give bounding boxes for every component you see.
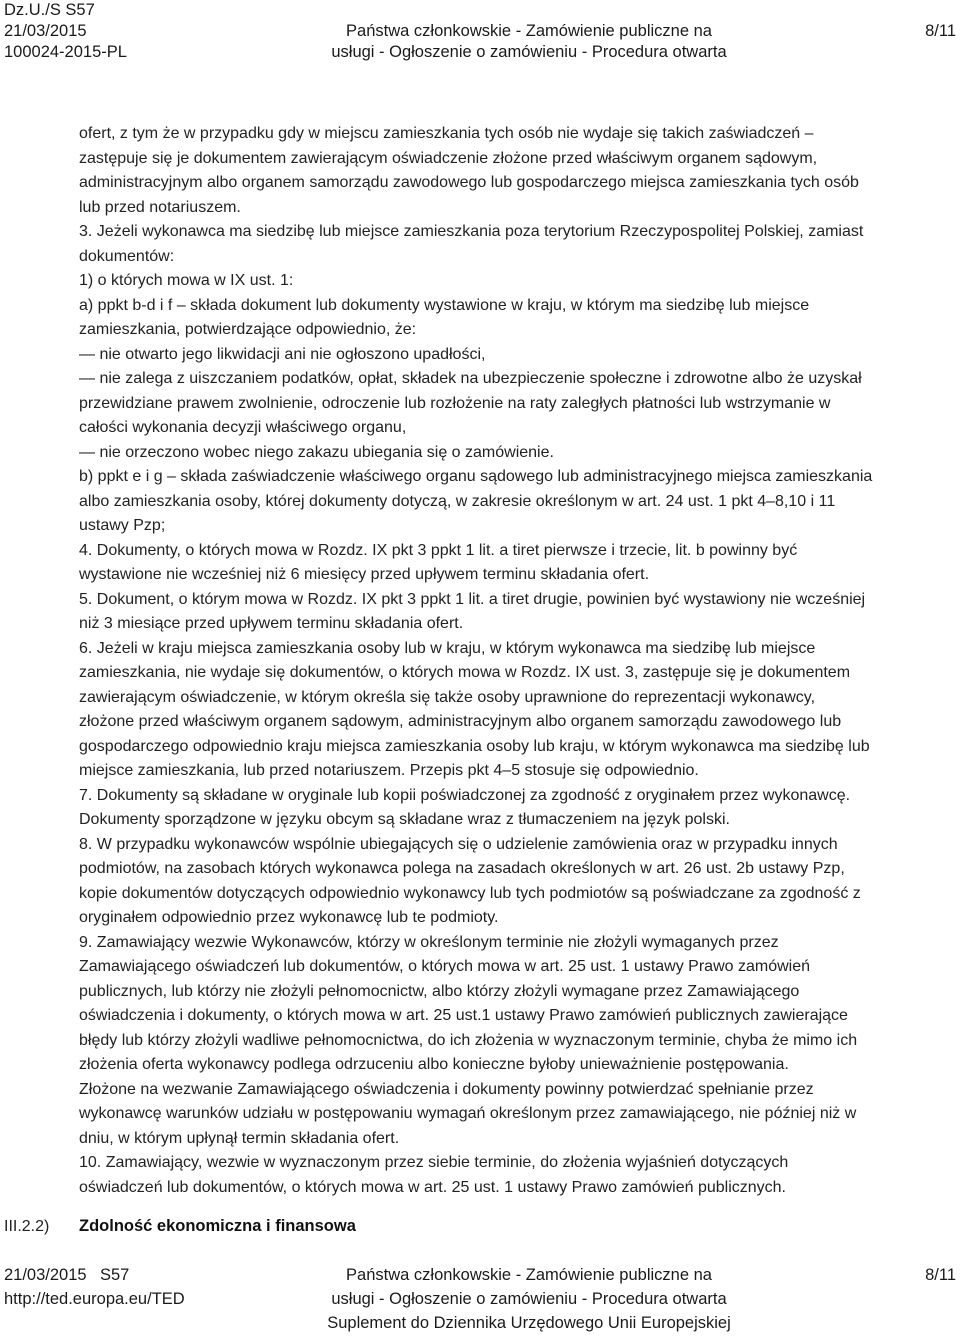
body-text-line: niż 3 miesiące przed upływem terminu składania ofert. — [79, 615, 464, 632]
document-body — [79, 122, 957, 1200]
body-text-line: całości wykonania decyzji właściwego organu, — [79, 419, 407, 436]
body-text-line: wykonawcę warunków udziału w postępowaniu wymagań określonym przez zamawiającego, nie później niż w — [79, 1105, 857, 1122]
body-text-line: podmiotów, na zasobach których wykonawca polega na zasadach określonych w art. 26 ust. 2b ustawy Pzp, — [79, 860, 845, 877]
body-text-line: przewidziane prawem zwolnienie, odroczenie lub rozłożenie na raty zaległych płatności lub wstrzymanie w — [79, 394, 831, 412]
body-text-line: oświadczenia i dokumenty, o których mowa w art. 25 ust.1 ustawy Prawo zamówień publicznych zawierające — [79, 1007, 848, 1024]
footer-title-line-2: usługi - Ogłoszenie o zamówieniu - Procedura otwarta — [331, 1290, 727, 1308]
body-text-line: oświadczeń lub dokumentów, o których mowa w art. 25 ust. 1 ustawy Prawo zamówień publicznych. — [79, 1178, 786, 1196]
body-text-line: Dokumenty sporządzone w języku obcym są składane wraz z tłumaczeniem na język polski. — [79, 811, 730, 828]
body-text-line: dniu, w którym upłynął termin składania ofert. — [79, 1129, 400, 1147]
body-text-line: 9. Zamawiający wezwie Wykonawców, którzy w określonym terminie nie złożyli wymaganych przez — [79, 933, 779, 951]
body-text-line: Zamawiającego oświadczeń lub dokumentów, o których mowa w art. 25 ust. 1 ustawy Prawo zamówień — [79, 958, 811, 975]
header-title-line-1: Państwa członkowskie - Zamówienie publiczne na — [346, 22, 712, 40]
section-title: Zdolność ekonomiczna i finansowa — [79, 1217, 356, 1235]
section-number: III.2.2) — [4, 1218, 50, 1235]
body-text-line: zamieszkania, nie wydaje się dokumentów, o których mowa w Rozdz. IX ust. 3, zastępuje się je dokumentem — [79, 664, 851, 681]
footer-title-line-3: Suplement do Dziennika Urzędowego Unii Europejskiej — [327, 1314, 731, 1332]
body-text-line: błędy lub którzy złożyli wadliwe pełnomocnictwa, do ich złożenia w wyznaczonym terminie, chyba że mimo ich — [79, 1031, 858, 1049]
body-text-line: zawierającym oświadczenie, w którym określa się także osoby uprawnione do reprezentacji wykonawcy, — [79, 688, 816, 706]
page-header — [0, 0, 960, 70]
body-text-line: ustawy Pzp; — [79, 517, 166, 534]
footer-title-line-1: Państwa członkowskie - Zamówienie publiczne na — [346, 1266, 712, 1284]
body-text-line: zamieszkania, potwierdzające odpowiednio, że: — [79, 321, 417, 338]
body-text-line: 10. Zamawiający, wezwie w wyznaczonym przez siebie terminie, do złożenia wyjaśnień dotyczących — [79, 1154, 789, 1171]
body-text-line: 5. Dokument, o którym mowa w Rozdz. IX pkt 3 ppkt 1 lit. a tiret drugie, powinien być wystawiony nie wcześniej — [79, 590, 866, 608]
body-text-line: 7. Dokumenty są składane w oryginale lub kopii poświadczonej za zgodność z oryginałem przez wykonawcę. — [79, 786, 851, 804]
body-text-line: dokumentów: — [79, 247, 175, 265]
body-text-line: 8. W przypadku wykonawców wspólnie ubiegających się o udzielenie zamówienia oraz w przypadku innych — [79, 835, 838, 853]
footer-url: http://ted.europa.eu/TED — [4, 1290, 185, 1308]
footer-date: 21/03/2015 — [4, 1266, 87, 1284]
footer-code: S57 — [100, 1266, 130, 1284]
header-title-line-2: usługi - Ogłoszenie o zamówieniu - Procedura otwarta — [331, 43, 727, 61]
page-footer — [0, 1265, 960, 1334]
body-text-line: lub przed notariuszem. — [79, 198, 241, 216]
body-text-line: — nie otwarto jego likwidacji ani nie ogłoszono upadłości, — [79, 345, 486, 363]
body-text-line: kopie dokumentów dotyczących odpowiednio wykonawcy lub tych podmiotów są poświadczane za zgodność z — [79, 884, 861, 902]
body-text-line: Złożone na wezwanie Zamawiającego oświadczenia i dokumenty powinny potwierdzać spełnianie przez — [79, 1080, 814, 1098]
body-text-line: złożone przed właściwym organem sądowym, administracyjnym albo organem samorządu zawodowego lub — [79, 713, 842, 730]
body-text-line: administracyjnym albo organem samorządu zawodowego lub gospodarczego miejsca zamieszkania tych osób — [79, 174, 859, 191]
header-notice-id: 100024-2015-PL — [4, 43, 127, 61]
header-page-number: 8/11 — [925, 22, 956, 40]
body-text-line: b) ppkt e i g – składa zaświadczenie właściwego organu sądowego lub administracyjnego miejsca zamieszkania — [79, 468, 873, 485]
body-text-line: wystawione nie wcześniej niż 6 miesięcy przed upływem terminu składania ofert. — [79, 566, 650, 583]
body-text-line: a) ppkt b-d i f – składa dokument lub dokumenty wystawione w kraju, w którym ma siedzibę lub miejsce — [79, 296, 810, 314]
footer-page-number: 8/11 — [925, 1266, 956, 1284]
header-center — [314, 21, 744, 63]
body-text-line: 1) o których mowa w IX ust. 1: — [79, 272, 294, 289]
body-text-line: publicznych, lub którzy nie złożyli pełnomocnictw, albo którzy złożyli wymagane przez Zamawiającego — [79, 982, 800, 1000]
body-text-line: miejsce zamieszkania, lub przed notariuszem. Przepis pkt 4–5 stosuje się odpowiednio. — [79, 762, 699, 779]
body-text-line: — nie orzeczono wobec niego zakazu ubiegania się o zamówienie. — [79, 443, 554, 461]
body-text-line: 4. Dokumenty, o których mowa w Rozdz. IX pkt 3 ppkt 1 lit. a tiret pierwsze i trzecie, lit. b powinny być — [79, 541, 798, 559]
body-text-line: zastępuje się je dokumentem zawierającym oświadczenie złożone przed właściwym organem sądowym, — [79, 149, 818, 167]
body-text-line: 3. Jeżeli wykonawca ma siedzibę lub miejsce zamieszkania poza terytorium Rzeczypospolitej Polskiej, zamiast — [79, 223, 864, 240]
body-text-line: albo zamieszkania osoby, której dokumenty dotyczą, w zakresie określonym w art. 24 ust. 1 pkt 4–8,10 i 11 — [79, 492, 836, 510]
header-journal-ref: Dz.U./S S57 — [4, 1, 95, 19]
body-text-line: 6. Jeżeli w kraju miejsca zamieszkania osoby lub w kraju, w którym wykonawca ma siedzibę lub miejsce — [79, 639, 816, 657]
body-text-line: ofert, z tym że w przypadku gdy w miejscu zamieszkania tych osób nie wydaje się takich zaświadczeń – — [79, 125, 814, 142]
header-date: 21/03/2015 — [4, 22, 87, 40]
footer-center — [314, 1265, 744, 1337]
body-text-line: złożenia oferta wykonawcy podlega odrzuceniu albo konieczne byłoby unieważnienie postępowania. — [79, 1056, 789, 1073]
body-text-line: — nie zalega z uiszczaniem podatków, opłat, składek na ubezpieczenie społeczne i zdrowotne albo że uzyskał — [79, 370, 862, 387]
header-left — [4, 0, 127, 63]
body-text-line: gospodarczego odpowiednio kraju miejsca zamieszkania osoby lub kraju, w którym wykonawca ma siedzibę lub — [79, 737, 870, 755]
body-text-line: oryginałem odpowiednio przez wykonawcę lub te podmioty. — [79, 909, 499, 926]
